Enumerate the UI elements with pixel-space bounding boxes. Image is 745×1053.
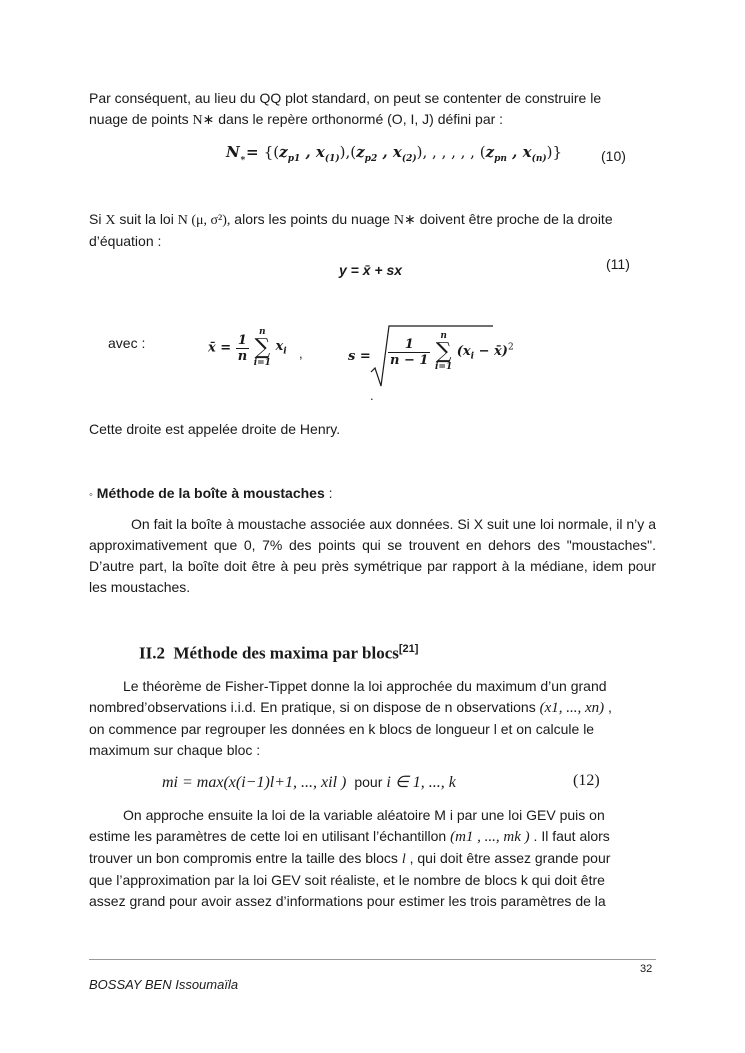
equation-10-number: (10) — [601, 148, 626, 164]
para4-line4: que l’approximation par la loi GEV soit réaliste, et le nombre de blocs k qui doit être — [89, 872, 605, 888]
para1-line1: Par conséquent, au lieu du QQ plot standard, on peut se contenter de construire le — [89, 90, 602, 106]
para1 — [89, 88, 659, 131]
equation-10: $N_∗= \{(z_{p1}$ , $x_{(1)}),(z_{p2}$ , $x_{(2)}$), , , , , , ($z_{pn}$ , $x_{(n)}$)} — [226, 143, 563, 164]
equation-11: y = x̄ + sx — [339, 262, 403, 278]
henry-line: Cette droite est appelée droite de Henry. — [89, 421, 341, 437]
boxplot-heading: ◦ Méthode de la boîte à moustaches : — [89, 485, 333, 501]
std-formula-s: s = — [348, 349, 371, 364]
para3-line2: nombred’observations i.i.d. En pratique, si on dispose de n observations (x1, ..., xn) , — [89, 699, 612, 716]
nstar-symbol: N∗ — [192, 113, 215, 128]
para3-line1: Le théorème de Fisher-Tippet donne la loi approchée du maximum d’un grand — [123, 678, 607, 694]
para4-line2: estime les paramètres de cette loi en utilisant l’échantillon (m1 , ..., mk ) . Il faut alors — [89, 828, 610, 845]
boxplot-paragraph: On fait la boîte à moustache associée aux données. Si X suit une loi normale, il n’y a approximativement que 0, 7% des points qui se trouvent en dehors des "moustaches". D’autre part, la boîte doit être à peu près symétrique par rapport à la médiane, idem pour les moustaches. — [89, 516, 656, 595]
bullet-icon: ◦ — [89, 489, 93, 501]
mean-formula: x̄ = $\frac{1}{n}$ n ∑ i=1 $x_i$ — [208, 327, 287, 368]
para3-line3: on commence par regrouper les données en k blocs de longueur l et on calcule le — [89, 721, 595, 737]
std-formula-body: $\frac{1}{n - 1}$ n ∑ i=1 ($x_i$ − x̄)$^2$ — [390, 331, 514, 372]
section-heading: II.2 Méthode des maxima par blocs[21] — [139, 643, 419, 663]
para2-line2: d’équation : — [89, 233, 162, 249]
page-number: 32 — [640, 963, 653, 975]
para2-line1: Si X suit la loi N (μ, σ²), alors les points du nuage N∗ doivent être proche de la droite — [89, 211, 613, 228]
footer-author: BOSSAY BEN Issoumaïla — [89, 977, 239, 992]
para4-line1: On approche ensuite la loi de la variable aléatoire M i par une loi GEV puis on — [123, 807, 605, 823]
equation-11-number: (11) — [606, 256, 630, 272]
para4-line3: trouver un bon compromis entre la taille des blocs l , qui doit être assez grande pour — [89, 850, 611, 867]
formula-dot: . — [370, 388, 374, 403]
para1-line2: nuage de points N∗ dans le repère orthonormé (O, I, J) défini par : — [89, 111, 504, 128]
footer-divider — [89, 959, 656, 960]
formula-comma: , — [299, 346, 303, 361]
avec-label: avec : — [108, 335, 146, 351]
equation-12: mi = max(x(i−1)l+1, ..., xil ) pour i ∈ 1, ..., k — [162, 774, 456, 791]
para4-line5: assez grand pour avoir assez d’informations pour estimer les trois paramètres de la — [89, 893, 606, 909]
para3-line4: maximum sur chaque bloc : — [89, 742, 261, 758]
equation-12-number: (12) — [573, 772, 600, 789]
para4 — [89, 805, 656, 912]
para3 — [89, 676, 656, 761]
para2 — [89, 209, 659, 252]
